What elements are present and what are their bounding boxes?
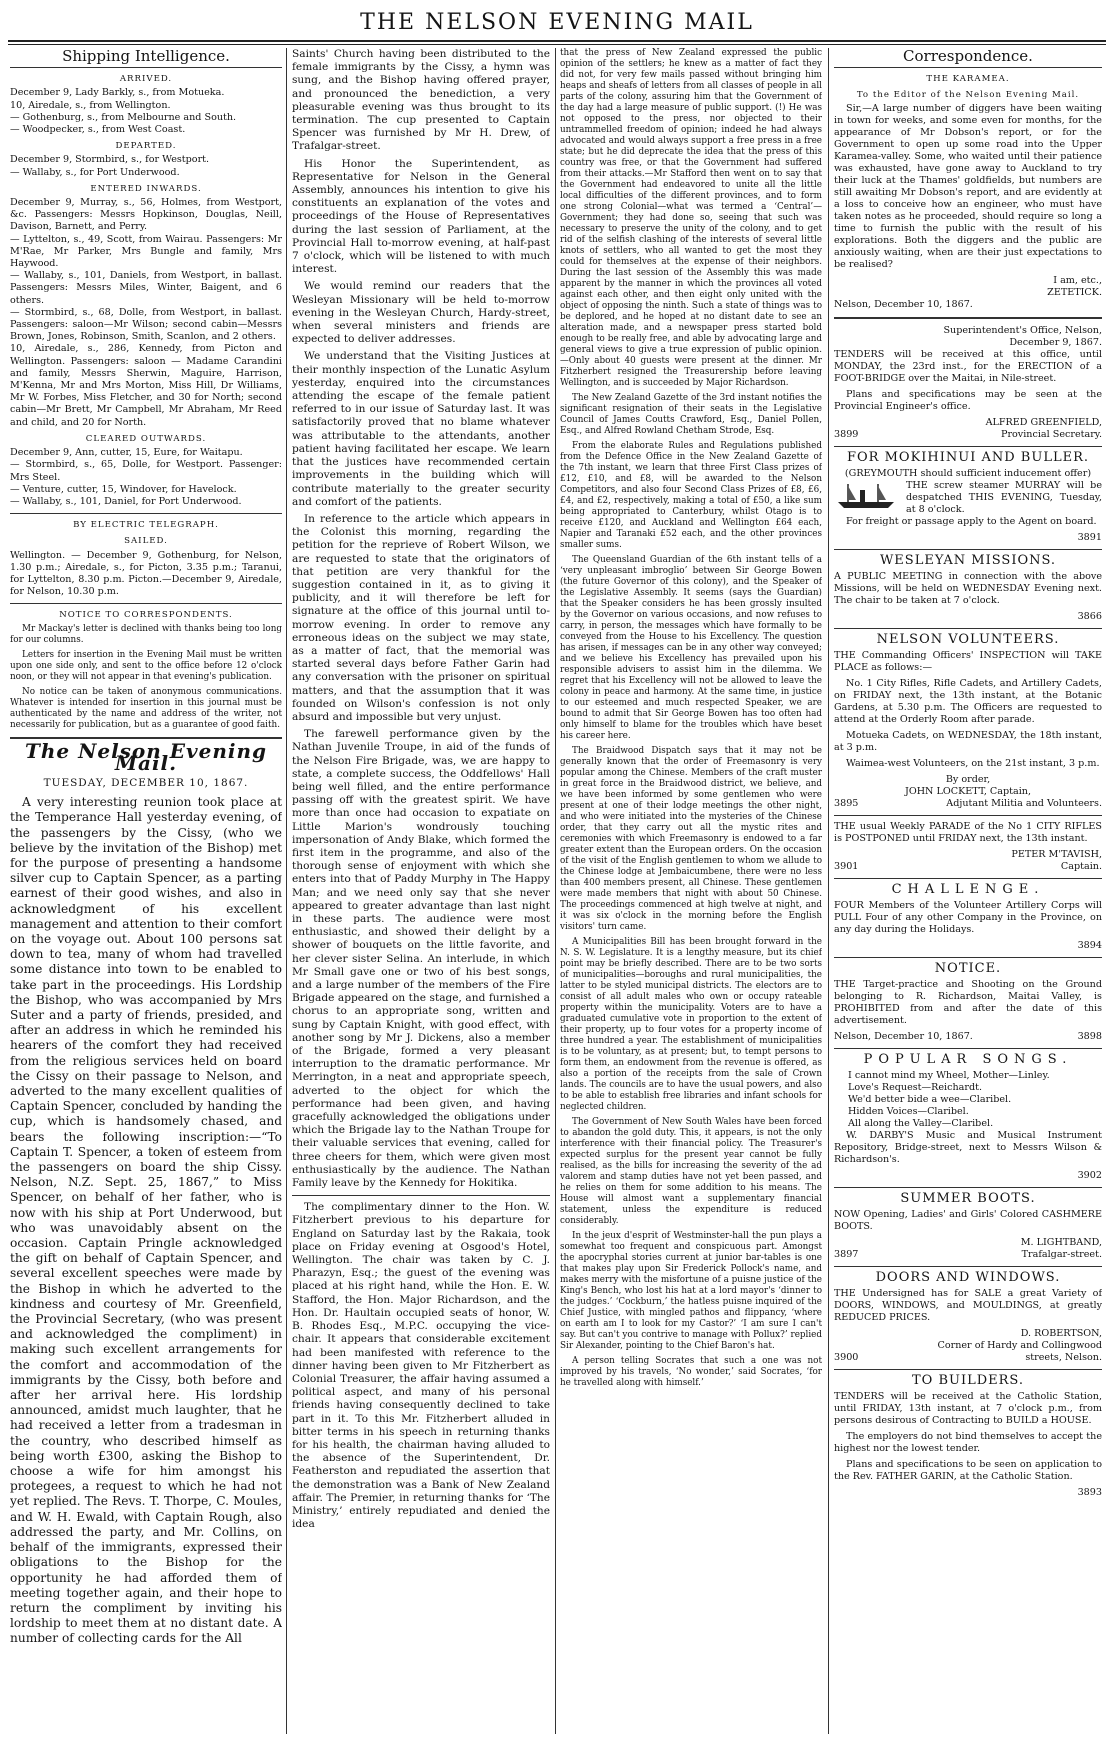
signer: ZETETICK.: [1047, 287, 1102, 298]
volunteers-title: Adjutant Militia and Volunteers.: [946, 798, 1102, 809]
departed-heading: DEPARTED.: [115, 141, 177, 152]
lead-article: A very interesting reunion took place at the Temperance Hall yesterday evening, of the passengers by the Cissy, (who we believe by the invitation of the Bishop) met for the purpose of presenting a handsome silver cup to Captain Spencer, as a parting earnest of their good wishes, and also in acknowledgment of his excellent management and attention to their comfort on the voyage out. About 100 persons sat down to tea, many of whom had travelled some distance into town to be enabled to take part in the proceedings. His Lordship the Bishop, who was accompanied by Mrs Suter and a party of friends, presided, and after an address in which he reminded his hearers of the comfort they had received from the religious services held on board the Cissy on their passage to Nelson, and adverted to the many excellent qualities of Captain Spencer, concluded by handing the cup, which is handsomely chased, and bears the following inscription:—“To Captain T. Spencer, a token of esteem from the passengers on board the ship Cissy. Nelson, N.Z. Sept. 25, 1867,” to Miss Spencer, on behalf of her father, who is now with his ship at Port Underwood, but who was unavoidably absent on the occasion. Captain Pringle acknowledged the gift on behalf of Captain Spencer, and several excellent speeches were made by the Bishop in which he adverted to the kindness and courtesy of Mr. Greenfield, the Provincial Secretary, (who was present and acknowledged the compliment) in making such excellent arrangements for the comfort and accommodation of the immigrants by the Cissy, both before and after her arrival here. His lordship announced, amidst much laughter, that he had received a letter from a tradesman in the country, who described himself as being worth £300, asking the Bishop to choose a wife for him amongst his protegees, a request to which he had not yet replied. The Revs. T. Thorpe, C. Moules, and W. H. Ewald, with Captain Rough, also addressed the party, and Mr. Collins, on behalf of the immigrants, expressed their obligations to the Bishop for the opportunity he had afforded them of meeting together again, and their hope to return the compliment by inviting his lordship to meet them at no distant date. A number of collecting cards for the All: [10, 795, 282, 1646]
entered-item: 10, Airedale, s., 286, Kennedy, from Picton and Wellington. Passengers: saloon — Madame Carandini and family, Messrs Sherwin, Maguire, Harrison, M'Kenna, Mr and Mrs Morton, Miss Hill, Dr Williams, Mr W. Forbes, Miss Fletcher, and 30 for North; second cabin—Mr Brett, Mr Campbell, Mr Abraham, Mr Reed and child, and 20 for North.: [10, 343, 282, 428]
wesleyan-body: A PUBLIC MEETING in connection with the above Missions, will be held on WEDNESDAY Evening next. The chair to be taken at 7 o'clock.: [834, 571, 1102, 606]
song-item: We'd better bide a wee—Claribel.: [848, 1094, 1012, 1105]
column-rule: [828, 48, 829, 1734]
builders-heading: TO BUILDERS.: [911, 1373, 1024, 1388]
notice-heading: NOTICE.: [934, 961, 1002, 976]
arrived-line: — Gothenburg, s., from Melbourne and South.: [10, 111, 237, 123]
doors-heading: DOORS AND WINDOWS.: [875, 1270, 1061, 1285]
ad-number: 3866: [1077, 611, 1102, 622]
arrived-line: 10, Airedale, s., from Wellington.: [10, 99, 171, 111]
sailed-text: Wellington. — December 9, Gothenburg, for Nelson, 1.30 p.m.; Airedale, s., for Picton, 3.35 p.m.; Taranui, for Lyttelton, 8.30 p.m. Picton.—December 9, Airedale, for Nelson, 10.30 p.m.: [10, 549, 282, 598]
doors-body: THE Undersigned has for SALE a great Variety of DOORS, WINDOWS, and MOULDINGS, at greatly REDUCED PRICES.: [834, 1288, 1102, 1323]
song-item: I cannot mind my Wheel, Mother—Linley.: [848, 1070, 1050, 1081]
challenge-heading: CHALLENGE.: [891, 882, 1045, 897]
article-paragraph: In reference to the article which appears in the Colonist this morning, regarding the petition for the reprieve of Robert Wilson, we are requested to state that the originators of that petition are very thankful for the suggestion contained in it, as to giving it publicity, and it will therefore be left for signature at the office of this journal until to-morrow evening. In order to remove any erroneous ideas on the subject we may state, as a matter of fact, that the memorial was started several days before Father Garin had any conversation with the prisoner on spiritual matters, and that the assumption that it was founded on Wilson's confession is not only absurd and impossible but very unjust.: [292, 512, 550, 723]
tender-plans: Plans and specifications may be seen at the Provincial Engineer's office.: [834, 389, 1102, 412]
songs-heading: POPULAR SONGS.: [863, 1052, 1073, 1067]
sailed-heading: SAILED.: [124, 536, 168, 547]
dateline: TUESDAY, DECEMBER 10, 1867.: [43, 776, 249, 789]
song-item: All along the Valley—Claribel.: [848, 1118, 994, 1129]
mokihinui-heading: FOR MOKIHINUI AND BULLER.: [847, 450, 1089, 465]
shipping-title: Shipping Intelligence.: [62, 48, 230, 65]
notice-paragraph: No notice can be taken of anonymous communications. Whatever is intended for insertion in this journal must be authenticated by the name and address of the writer, not necessarily for publication, but as a guarantee of good faith.: [10, 686, 282, 730]
article-paragraph: In the jeux d'esprit of Westminster-hall the pun plays a somewhat too frequent and conspicuous part. Amongst the apocryphal stories current at junior bar-tables is one that makes play upon Sir Frederick Pollock's name, and makes merry with the misfortune of a puisne justice of the King's Bench, who lost his hat at a lord mayor's ‘dinner to the judges.’ ‘Cockburn,’ the hatless puisne inquired of the Chief Justice, with mingled pathos and flippancy, ‘where on earth am I to look for my Castor?’ ‘I am sure I can't say. But can't you contrive to manage with Pollux?’ replied Sir Alexander, pointing to the Chief Baron's hat.: [560, 1231, 822, 1351]
column-rule: [286, 48, 287, 1734]
ad-number: 3900: [834, 1352, 859, 1363]
ad-number: 3902: [1077, 1170, 1102, 1181]
article-paragraph: The Government of New South Wales have been forced to abandon the gold duty. This, it appears, is not the only interference with their financial policy. The Treasurer's expected surplus for the present year cannot be fully realised, as the bills for increasing the severity of the ad valorem and stamp duties have not yet been passed, and he relies on them for some addition to his means. The House will almost want a supplementary financial statement, unless the expenditure is reduced considerably.: [560, 1117, 822, 1226]
entered-item: — Stormbird, s., 68, Dolle, from Westport, in ballast. Passengers: saloon—Mr Wilson; second cabin—Messrs Brown, Jones, Robinson, Smith, Scanlon, and 2 others.: [10, 306, 282, 343]
entered-item: December 9, Murray, s., 56, Holmes, from Westport, &c. Passengers: Messrs Hopkinson, Douglas, Neill, Davison, Barnett, and Perry.: [10, 197, 282, 233]
article-paragraph: We would remind our readers that the Wesleyan Missionary will be held to-morrow evening in the Wesleyan Church, Hardy-street, when several ministers and friends are expected to deliver addresses.: [292, 280, 550, 346]
article-paragraph: His Honor the Superintendent, as Representative for Nelson in the General Assembly, announces his intention to give his constituents an explanation of the votes and proceedings of the House of Representatives during the last session of Parliament, at the Provincial Hall to-morrow evening, at half-past 7 o'clock, which will be listened to with much interest.: [292, 157, 550, 276]
boots-title: Trafalgar-street.: [1021, 1249, 1102, 1260]
steamer-icon: [834, 482, 900, 510]
article-paragraph: From the elaborate Rules and Regulations published from the Defence Office in the New Zealand Gazette of the 7th instant, we learn that three First Class prizes of £12, £10, and £8, will be awarded to the Nelson Competitors, and also four Second Class Prizes of £8, £6, £4, and £2, respectively, making a total of £50, a like sum being appropriated to Canterbury, whilst Otago is to receive £120, and Auckland and Wellington £64 each, Napier and Taranaki £52 each, and the other provinces smaller sums.: [560, 441, 822, 550]
masthead-rule: [8, 40, 1106, 45]
ad-number: 3898: [1077, 1031, 1102, 1042]
ad-number: 3901: [834, 861, 859, 872]
tender-name: ALFRED GREENFIELD,: [985, 417, 1102, 428]
parade-body: THE usual Weekly PARADE of the No 1 CITY RIFLES is POSTPONED until FRIDAY next, the 13th instant.: [834, 821, 1102, 844]
column-rule: [555, 48, 556, 1734]
parade-title: Captain.: [1060, 861, 1102, 872]
doors-name: D. ROBERTSON,: [1020, 1328, 1102, 1339]
column-2: [292, 48, 550, 1734]
article-paragraph: The Braidwood Dispatch says that it may not be generally known that the order of Freemasonry is very popular among the Chinese. Members of the craft muster in great force in the Braidwood district, we believe, and we have been informed by some gentlemen who were present at one of their lodge meetings the other night, and who were initiated into the mysteries of the Chinese order, that they carry out all the mystic rites and ceremonies with which Freemasonry is endowed to a far greater extent than the European orders. On the occasion of the visit of the English gentlemen to whom we allude to the Chinese lodge at Jembaicumbene, there were no less than 400 members present, all Chinese. These gentlemen were made members that night with about 50 Chinese. The proceedings commenced at high twelve at night, and it was six o'clock in the morning before the English visitors' turn came.: [560, 746, 822, 932]
article-paragraph: We understand that the Visiting Justices at their monthly inspection of the Lunatic Asylum yesterday, enquired into the circumstances attending the escape of the female patient referred to in our issue of Saturday last. It was satisfactorily proved that no blame whatever was attributable to the attendants, another patient having facilitated her escape. We learn that the justices have recommended certain improvements in the building which will contribute materially to the greater security and comfort of the patients.: [292, 350, 550, 508]
karamea-title: THE KARAMEA.: [926, 74, 1010, 84]
cleared-line: December 9, Ann, cutter, 15, Eure, for Waitapu.: [10, 447, 243, 459]
volunteers-line: Motueka Cadets, on WEDNESDAY, the 18th instant, at 3 p.m.: [834, 730, 1102, 753]
by-order: By order,: [945, 774, 991, 785]
column-1: [10, 48, 282, 1734]
sign-off: I am, etc.,: [1053, 275, 1102, 286]
tender-office: Superintendent's Office, Nelson,: [943, 325, 1102, 336]
challenge-body: FOUR Members of the Volunteer Artillery Corps will PULL Four of any other Company in the Province, on any day during the Holidays.: [834, 900, 1102, 935]
mokihinui-body: THE screw steamer MURRAY will be despatched THIS EVENING, Tuesday, at 8 o'clock.: [906, 480, 1102, 515]
departed-line: December 9, Stormbird, s., for Westport.: [10, 154, 210, 166]
article-paragraph: that the press of New Zealand expressed the public opinion of the settlers; he knew as a matter of fact they did not, for very few mails passed without bringing him heaps and sheafs of letters from all classes of people in all parts of the colony, assuring him that the Government of the day had a large measure of public support. (!) He was not opposed to the press, nor objected to their untrammelled freedom of opinion; indeed he had always advocated and would always support a free press in a free state; but he did deprecate the idea that the press of this country was free, or that the Government had suffered from their attacks.—Mr Stafford then went on to say that the Government had endeavored to unite all the little local difficulties of the different provinces, and to form one strong Colonial—what was termed a ‘Central’—Government; they had done so, seeing that such was necessary to preserve the unity of the colony, and to get rid of the selfish clashing of the interests of several little knots of settlers, who all wanted to get the most they could for themselves at the expense of their neighbors. During the last session of the Assembly this was made apparent by the manner in which the provinces all voted against each other, and then eight only united with the object of opposing the ninth. Such a state of things was to be deplored, and he hoped at no distant date to see an alteration made, and a newspaper press started bold enough to be really free, and able by advocating large and general views to give a true expression of public opinion.—Only about 40 guests were present at the dinner. Mr Fitzherbert resigned the Treasurership before leaving Wellington, and is succeeded by Major Richardson.: [560, 48, 822, 388]
cleared-line: — Wallaby, s., 101, Daniel, for Port Underwood.: [10, 495, 242, 507]
departed-line: — Wallaby, s., for Port Underwood.: [10, 166, 180, 178]
boots-name: M. LIGHTBAND,: [1020, 1237, 1102, 1248]
song-item: Love's Request—Reichardt.: [848, 1082, 982, 1093]
telegraph-heading: BY ELECTRIC TELEGRAPH.: [73, 520, 219, 531]
ad-number: 3893: [1077, 1487, 1102, 1498]
article-paragraph: Saints' Church having been distributed to the female immigrants by the Cissy, a hymn was sung, and the Bishop having offered prayer, and pronounced the benediction, a very pleasurable evening was thus brought to its termination. The cup presented to Captain Spencer was furnished by Mr H. Drew, of Trafalgar-street.: [292, 48, 550, 153]
cleared-heading: CLEARED OUTWARDS.: [85, 433, 207, 444]
doors-address2: streets, Nelson.: [1025, 1352, 1102, 1363]
entered-heading: ENTERED INWARDS.: [90, 183, 202, 194]
volunteers-heading: NELSON VOLUNTEERS.: [876, 632, 1060, 647]
entered-item: — Lyttelton, s., 49, Scott, from Wairau. Passengers: Mr M'Rae, Mr Parker, Mrs Bungle and family, Mrs Haywood.: [10, 233, 282, 270]
doors-address: Corner of Hardy and Collingwood: [937, 1340, 1102, 1351]
tender-title: Provincial Secretary.: [1000, 429, 1102, 440]
parade-name: PETER M'TAVISH,: [1011, 849, 1102, 860]
article-paragraph: The farewell performance given by the Nathan Juvenile Troupe, in aid of the funds of the Nelson Fire Brigade, was, we are happy to state, a complete success, the Oddfellows' Hall being well filled, and the entire performance passing off with the greatest spirit. We have more than once had occasion to expatiate on Little Marion's wondrously touching impersonation of Andy Blake, which formed the first item in the programme, and also of the thorough sense of enjoyment with which she enters into that of Paddy Murphy in The Happy Man; and we need only say that she never appeared to greater advantage than last night in these parts. The audience were most enthusiastic, and showed their delight by a shower of bouquets on the little favorite, and her clever sister Selina. An interlude, in which Mr Small gave one or two of his best songs, and a large number of the members of the Fire Brigade appeared on the stage, and furnished a chorus to an appropriate song, written and sung by Captain Knight, with good effect, with another song by Mr J. Dickens, also a member of the Brigade, formed a very pleasant interruption to the dramatic performance. Mr Merrington, in a neat and appropriate speech, adverted to the object for which the performance had been given, and having gracefully acknowledged the obligations under which the Brigade lay to the Nathan Troupe for their valuable services that evening, called for three cheers for them, which were given most enthusiastically by the audience. The Nathan Family leave by the Kennedy for Hokitika.: [292, 728, 550, 1190]
letter-body: Sir,—A large number of diggers have been waiting in town for weeks, and some even for months, for the appearance of Mr Dobson's report, or for the Government to open up some road into the Upper Karamea-valley. Some, who waited until their patience was exhausted, have gone away to Auckland to try their luck at the Thames' goldfields, but numbers are still awaiting Mr Dobson's report, and are evidently at a loss to conceive how an engineer, who must have taken notes as he proceeded, should require so long a time to furnish the public with the result of his explorations. Both the diggers and the public are anxiously waiting, when are their just expectations to be realised?: [834, 103, 1102, 270]
mokihinui-freight: For freight or passage apply to the Agent on board.: [846, 516, 1097, 527]
cleared-line: — Stormbird, s., 65, Dolle, for Westport. Passenger: Mrs Steel.: [10, 459, 282, 483]
ad-number: 3891: [1077, 532, 1102, 543]
entered-item: — Wallaby, s., 101, Daniels, from Westport, in ballast. Passengers: Messrs Miles, Winter, Baigent, and 6 others.: [10, 270, 282, 306]
to-editor: To the Editor of the Nelson Evening Mail.: [856, 90, 1080, 100]
notice-paragraph: Letters for insertion in the Evening Mail must be written upon one side only, and sent to the office before 12 o'clock noon, or they will not appear in that evening's publication.: [10, 649, 282, 682]
builders-line: Plans and specifications to be seen on application to the Rev. FATHER GARIN, at the Catholic Station.: [834, 1459, 1102, 1482]
songs-body: W. DARBY'S Music and Musical Instrument Repository, Bridge-street, next to Messrs Wilson & Richardson's.: [834, 1130, 1102, 1165]
notice-correspondents-heading: NOTICE TO CORRESPONDENTS.: [59, 610, 233, 621]
cleared-line: — Venture, cutter, 15, Windover, for Havelock.: [10, 483, 237, 495]
volunteers-body: THE Commanding Officers' INSPECTION will TAKE PLACE as follows:—: [834, 650, 1102, 673]
ad-number: 3899: [834, 429, 859, 440]
ad-number: 3894: [1077, 940, 1102, 951]
article-paragraph: The New Zealand Gazette of the 3rd instant notifies the significant resignation of their seats in the Legislative Council of James Coutts Crawford, Esq., Daniel Pollen, Esq., and Alfred Rowland Chetham Strode, Esq.: [560, 393, 822, 436]
article-paragraph: A Municipalities Bill has been brought forward in the N. S. W. Legislature. It is a lengthy measure, but its chief point may be briefly described. There are to be two sorts of municipalities—boroughs and rural municipalities, the latter to be styled municipal districts. The electors are to consist of all adult males who own or occupy rateable property within the municipality. Voters are to have a graduated cumulative vote in proportion to the extent of their property, up to four votes for a property income of three hundred a year. The establishment of municipalities is to be voluntary, as at present; but, to tempt persons to form them, an endowment from the revenue is offered, as also a portion of the receipts from the sale of Crown lands. The councils are to have the usual powers, and also to be able to establish free libraries and infant schools for neglected children.: [560, 937, 822, 1112]
volunteers-name: JOHN LOCKETT, Captain,: [904, 786, 1031, 797]
article-paragraph: A person telling Socrates that such a one was not improved by his travels, ‘No wonder,’ said Socrates, ‘for he travelled along with himself.’: [560, 1356, 822, 1388]
notice-body: THE Target-practice and Shooting on the Ground belonging to R. Richardson, Maitai Valley, is PROHIBITED from and after the date of this advertisement.: [834, 979, 1102, 1026]
arrived-heading: ARRIVED.: [119, 74, 173, 85]
masthead: THE NELSON EVENING MAIL: [360, 10, 754, 35]
correspondence-title: Correspondence.: [903, 48, 1033, 65]
article-paragraph: The complimentary dinner to the Hon. W. Fitzherbert previous to his departure for England on Saturday last by the Rakaia, took place on Friday evening at Osgood's Hotel, Wellington. The chair was taken by C. J. Pharazyn, Esq.; the guest of the evening was placed at his right hand, while the Hon. E. W. Stafford, the Hon. Major Richardson, and the Hon. Dr. Haultain occupied seats of honor, W. B. Rhodes Esq., M.P.C. occupying the vice-chair. It appears that considerable excitement had been manifested with reference to the dinner having been given to Mr Fitzherbert as Colonial Treasurer, the affair having assumed a political aspect, and many of his personal friends having consequently declined to take part in it. To this Mr. Fitzherbert alluded in bitter terms in his speech in returning thanks for his health, the chairman having alluded to the absence of the Superintendent, Dr. Featherston and repudiated the assertion that the demonstration was a Bank of New Zealand affair. The Premier, in returning thanks for ‘The Ministry,’ entirely repudiated and denied the idea: [292, 1201, 550, 1531]
boots-heading: SUMMER BOOTS.: [900, 1191, 1036, 1206]
wesleyan-heading: WESLEYAN MISSIONS.: [879, 553, 1057, 568]
arrived-line: — Woodpecker, s., from West Coast.: [10, 124, 186, 136]
ad-number: 3895: [834, 798, 859, 809]
notice-date: Nelson, December 10, 1867.: [834, 1031, 973, 1042]
song-item: Hidden Voices—Claribel.: [848, 1106, 969, 1117]
tender-body: TENDERS will be received at this office, until MONDAY, the 23rd inst., for the ERECTION of a FOOT-BRIDGE over the Maitai, in Nile-street.: [834, 349, 1102, 384]
article-paragraph: The Queensland Guardian of the 6th instant tells of a ‘very unpleasant imbroglio’ between Sir George Bowen (the future Governor of this colony), and the Speaker of the Legislative Assembly. It seems (says the Guardian) that the Speaker considers he has been grossly insulted by the Governor on various occasions, and now refuses to carry, in person, the messages which have formally to be conveyed from the House to his Excellency. The question has arisen, if messages can be in any other way conveyed; and we believe his Excellency has prevailed upon his responsible advisers to assist him in the dilemma. We regret that his Excellency will not be allowed to leave the colony in peace and harmony. At the same time, in justice to our esteemed and much respected Speaker, we are bound to admit that Sir George Bowen has too often had only himself to blame for the troubles which have beset his career here.: [560, 555, 822, 741]
tender-date: December 9, 1867.: [1009, 337, 1102, 348]
mokihinui-sub: (GREYMOUTH should sufficient inducement offer): [844, 468, 1092, 479]
ad-number: 3897: [834, 1249, 859, 1260]
volunteers-line: No. 1 City Rifles, Rifle Cadets, and Artillery Cadets, on FRIDAY next, the 13th instant, at the Botanic Gardens, at 5.30 p.m. The Officers are requested to attend at the Orderly Room after parade.: [834, 678, 1102, 725]
letter-date: Nelson, December 10, 1867.: [834, 299, 973, 310]
builders-line: The employers do not bind themselves to accept the highest nor the lowest tender.: [834, 1431, 1102, 1454]
boots-body: NOW Opening, Ladies' and Girls' Colored CASHMERE BOOTS.: [834, 1209, 1102, 1232]
volunteers-line: Waimea-west Volunteers, on the 21st instant, 3 p.m.: [846, 758, 1100, 769]
builders-body: TENDERS will be received at the Catholic Station, until FRIDAY, 13th instant, at 7 o'clock p.m., from persons desirous of Contracting to BUILD a HOUSE.: [834, 1391, 1102, 1426]
paper-title: The Nelson Evening Mail.: [24, 738, 268, 775]
column-4: [834, 48, 1102, 1734]
arrived-line: December 9, Lady Barkly, s., from Motueka.: [10, 87, 225, 99]
column-3: [560, 48, 822, 1734]
notice-paragraph: Mr Mackay's letter is declined with thanks being too long for our columns.: [10, 623, 282, 645]
